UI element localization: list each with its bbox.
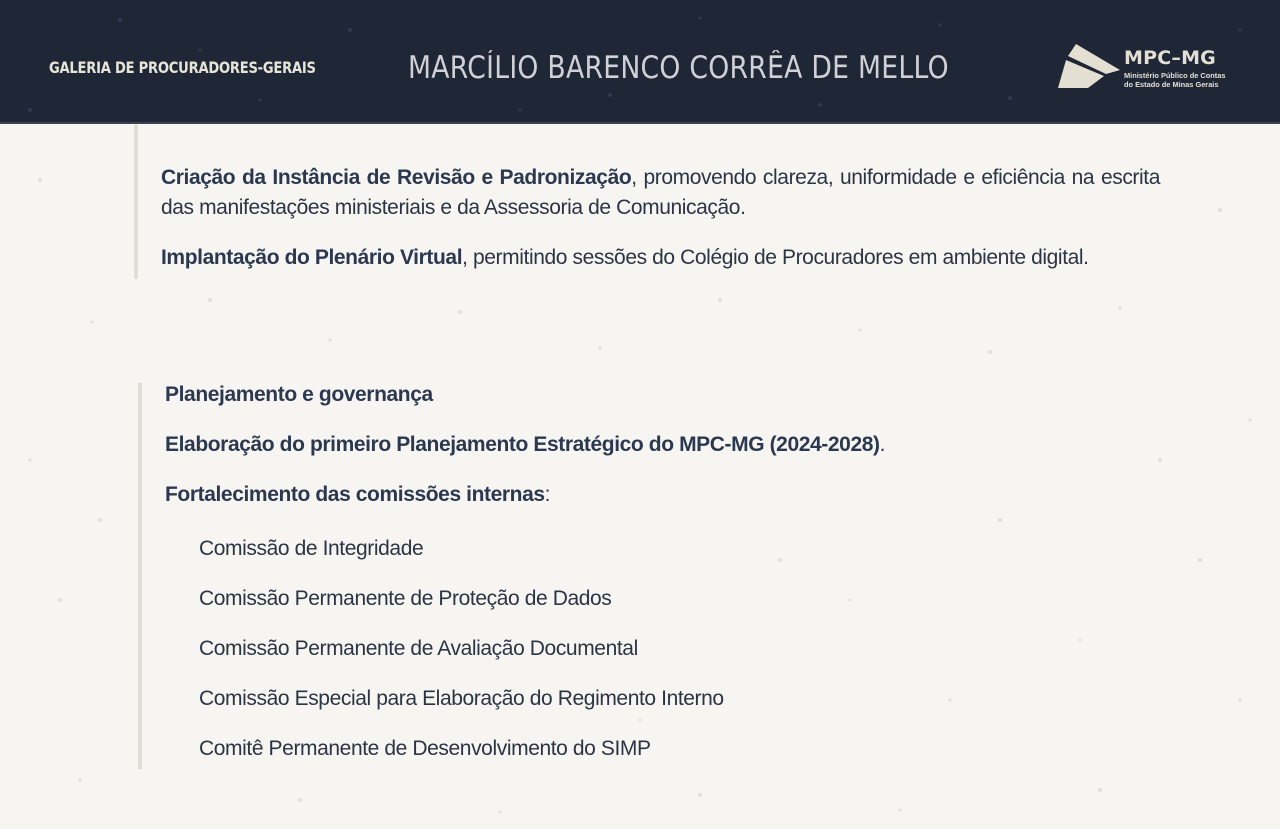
item-highlight: Fortalecimento das comissões internas (165, 483, 545, 506)
commission-item: Comissão Especial para Elaboração do Regimento Interno (199, 687, 724, 710)
item-text: , promovendo clareza, uniformidade e eficiência na escrita das manifestações ministeriais e da Assessoria de Comunicação. (161, 166, 1160, 219)
commission-item: Comissão Permanente de Avaliação Documental (199, 637, 638, 660)
commission-item: Comissão de Integridade (199, 537, 424, 560)
mpc-mg-logo-mark-icon (1058, 44, 1120, 88)
list-item (161, 243, 1160, 273)
page-title: MARCÍLIO BARENCO CORRÊA DE MELLO (408, 50, 949, 86)
logo-subtitle-line-1: Ministério Público de Contas (1124, 71, 1226, 80)
governance-block (138, 383, 1168, 769)
commission-item: Comissão Permanente de Proteção de Dados (199, 587, 612, 610)
mpc-mg-logo (1058, 44, 1226, 90)
section-heading: Planejamento e governança (165, 383, 433, 406)
list-item (165, 433, 885, 457)
item-highlight: Criação da Instância de Revisão e Padronização (161, 166, 632, 189)
item-text: . (879, 433, 886, 456)
list-item (161, 163, 1160, 223)
page-header (0, 0, 1280, 124)
logo-title: MPC–MG (1124, 47, 1216, 69)
commission-item: Comitê Permanente de Desenvolvimento do SIMP (199, 737, 651, 760)
gallery-label: GALERIA DE PROCURADORES-GERAIS (49, 58, 316, 77)
logo-subtitle-line-2: do Estado de Minas Gerais (1124, 79, 1219, 89)
achievements-block (134, 125, 1164, 279)
item-text: : (544, 483, 551, 506)
item-highlight: Implantação do Plenário Virtual (161, 246, 463, 269)
logo-subtitle (1124, 72, 1225, 89)
item-text: , permitindo sessões do Colégio de Procuradores em ambiente digital. (462, 246, 1089, 269)
list-item (165, 483, 550, 507)
item-highlight: Elaboração do primeiro Planejamento Estratégico do MPC-MG (2024-2028) (165, 433, 880, 456)
